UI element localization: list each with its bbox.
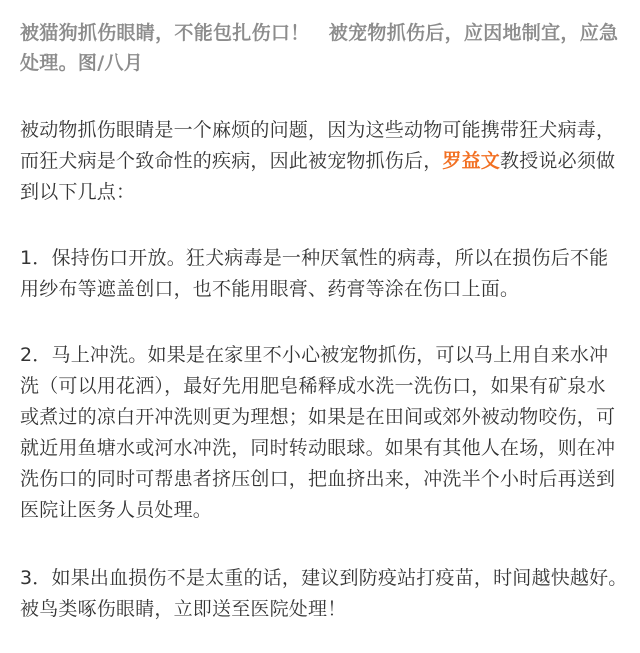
- image-caption: 被猫狗抓伤眼睛，不能包扎伤口！ 被宠物抓伤后，应因地制宜，应急处理。图/八月: [20, 22, 619, 74]
- expert-name-highlight: 罗益文: [442, 150, 501, 172]
- intro-text-before: 被动物抓伤眼睛是一个麻烦的问题，因为这些动物可能携带狂犬病毒，而狂犬病是个致命性的疾病，因此被宠物抓伤后，: [20, 119, 616, 172]
- step-1-paragraph: 1．保持伤口开放。狂犬病毒是一种厌氧性的病毒，所以在损伤后不能用纱布等遮盖创口，也不能用眼膏、药膏等涂在伤口上面。: [20, 247, 609, 300]
- step-2-paragraph: 2．马上冲洗。如果是在家里不小心被宠物抓伤，可以马上用自来水冲洗（可以用花洒），最好先用肥皂稀释成水洗一洗伤口，如果有矿泉水或煮过的凉白开冲洗则更为理想；如果是在田间或郊外被动物咬伤，可就近用鱼塘水或河水冲洗，同时转动眼球。如果有其他人在场，则在冲洗伤口的同时可帮患者挤压创口，把血挤出来，冲洗半个小时后再送到医院让医务人员处理。: [20, 344, 616, 521]
- intro-paragraph: [20, 115, 624, 208]
- step-3-paragraph: 3．如果出血损伤不是太重的话，建议到防疫站打疫苗，时间越快越好。 被鸟类啄伤眼睛，立即送至医院处理！: [20, 567, 638, 620]
- intro-text-after: 教授说必须做到以下几点：: [20, 150, 616, 203]
